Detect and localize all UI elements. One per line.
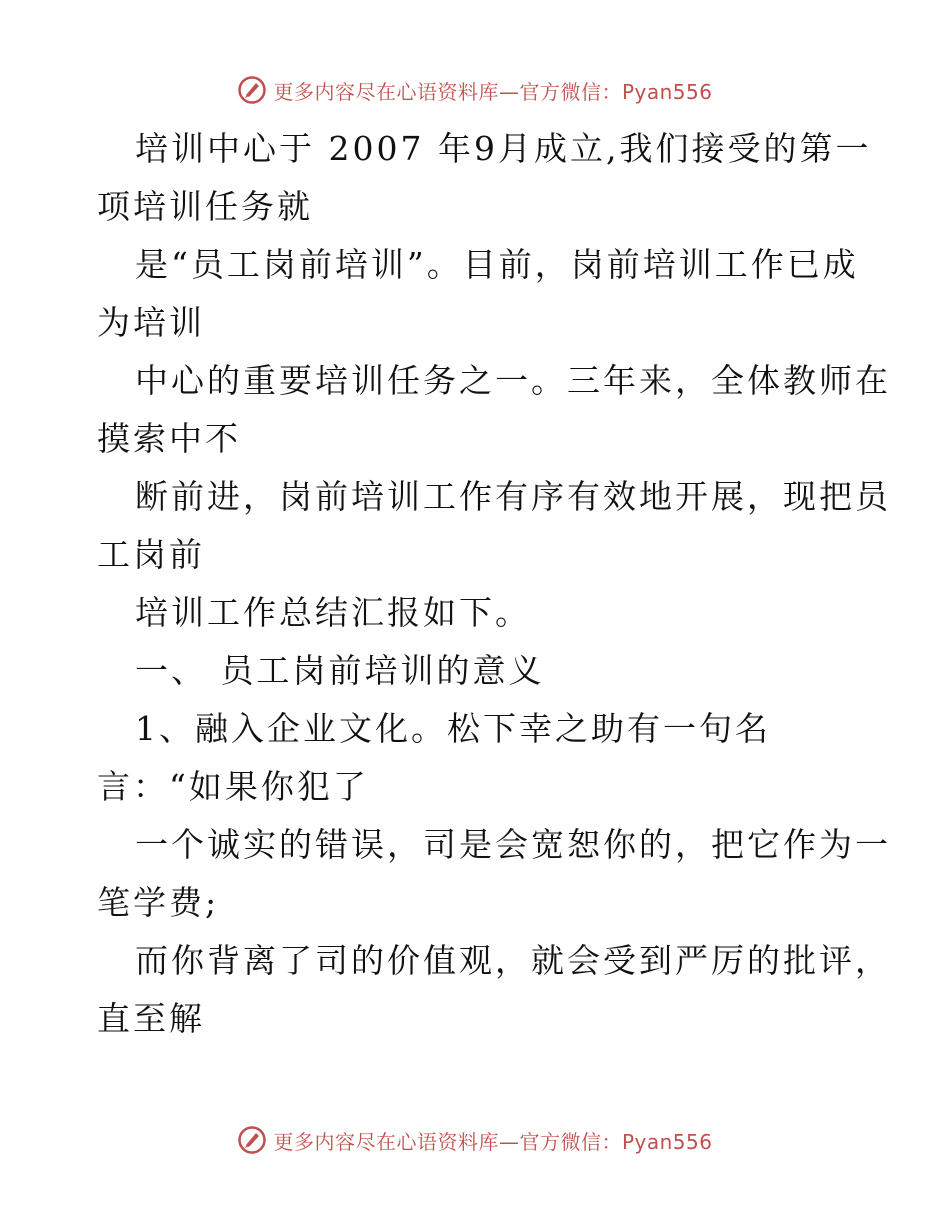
text-line: 工岗前 xyxy=(97,535,205,574)
text-line: 断前进，岗前培训工作有序有效地开展，现把员 xyxy=(135,477,891,516)
header-banner xyxy=(0,70,950,110)
text-line: 笔学费; xyxy=(97,883,220,922)
text-line: 项培训任务就 xyxy=(97,187,313,226)
text-line: 是“员工岗前培训”。目前，岗前培训工作已成 xyxy=(135,245,859,284)
text-line: 一、 员工岗前培训的意义 xyxy=(135,651,545,690)
text-line: 直至解 xyxy=(97,999,205,1038)
text-line: 中心的重要培训任务之一。三年来，全体教师在 xyxy=(135,361,891,400)
pen-seal-logo-icon xyxy=(237,75,267,105)
text-line: 培训工作总结汇报如下。 xyxy=(135,593,531,632)
pen-seal-logo-icon xyxy=(237,1125,267,1155)
text-line: 摸索中不 xyxy=(97,419,241,458)
footer-banner xyxy=(0,1120,950,1160)
text-line: 一个诚实的错误，司是会宽恕你的，把它作为一 xyxy=(135,825,891,864)
header-banner-text: 更多内容尽在心语资料库—官方微信：Pyan556 xyxy=(273,79,713,104)
footer-banner-text: 更多内容尽在心语资料库—官方微信：Pyan556 xyxy=(273,1129,713,1154)
text-line: 而你背离了司的价值观，就会受到严厉的批评， xyxy=(135,941,891,980)
text-line: 为培训 xyxy=(97,303,205,342)
text-line: 1、融入企业文化。松下幸之助有一句名 xyxy=(135,709,771,748)
text-line: 培训中心于 2007 年9月成立,我们接受的第一 xyxy=(135,129,872,168)
document-body xyxy=(97,120,891,1048)
text-line: 言：“如果你犯了 xyxy=(97,767,369,806)
